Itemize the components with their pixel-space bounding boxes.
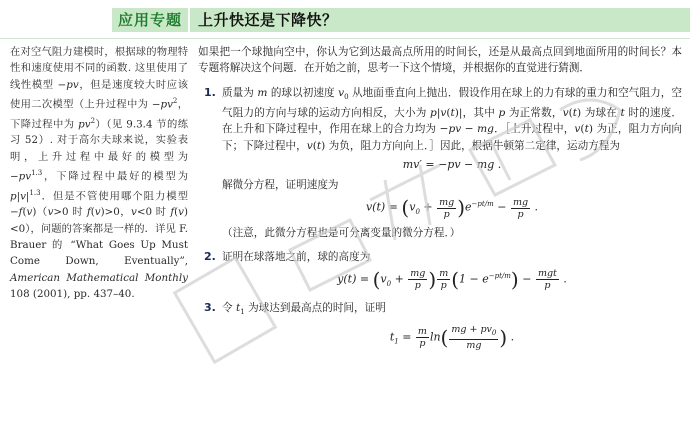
item-number: 1. [204,85,216,99]
note-text: （注意，此微分方程也是可分离变量的微分方程．） [222,226,461,239]
sidebar-text: ），问题的答案都是一样的．详见 F. Brauer 的 “What Goes Up Must Come Down, Eventually”, [10,222,188,268]
text: 为球达到最高点的时间，证明 [244,302,386,315]
text: ，其中 [462,107,499,119]
item-number: 3. [204,301,216,315]
section-label: 应用专题 [118,11,183,29]
text: 为负，阻力方向向上．］因此，根据牛顿第二定律，运动方程为 [325,139,620,152]
sidebar-text: ，下降过程中为 [10,98,189,131]
problem-text: 证明在球落地之前，球的高度为 [222,250,371,263]
sidebar-text: ，但是速度较大时应该使用二次模型（上升过程中为 − [10,78,188,111]
citation: 108 (2001), pp. 437–40. [10,287,135,300]
sidebar-text: 在对空气阻力建模时，根据球的物理特性和速度使用不同的函数. 这里使用了线性模型 − [10,46,188,91]
text: ．［上升过程中， [493,123,575,136]
text: 为正常数， [505,107,563,119]
text: 为球在 [581,107,621,119]
main-content [198,44,682,354]
intro-paragraph: 如果把一个球抛向空中，你认为它到达最高点所用的时间长，还是从最高点回到地面所用的时间长？本专题将解决这个问题．在开始之前，思考一下这个情境，并根据你的直觉进行猜测． [198,46,682,75]
problem-text: 令 $t_1$ 为球达到最高点的时间，证明 [222,302,386,317]
problem-item-1 [198,85,682,241]
sidebar-text: （ [36,206,48,219]
problem-subtext: 解微分方程，证明速度为 [222,179,339,192]
text: 从地面垂直向上抛出．假设作用在球上的力有球的重力和空气阻力，空气阻力的方向与球的运动方向相反，大小为 [222,86,682,119]
problem-item-3 [198,300,682,350]
page-header [0,0,690,38]
equation-motion: mv′ = −pv − mg . [402,157,502,171]
journal-name: American Mathematical Monthly [10,271,188,284]
header-rule [0,38,690,39]
sidebar-text: ，下降过程中最好的模型为 [42,170,188,183]
problem-item-2 [198,249,682,292]
text: 为正，阻力方向向下；下降过程中， [222,123,682,152]
header-divider [188,8,190,32]
text: 的球以初速度 [267,86,339,99]
sidebar-text: 时 [155,206,171,219]
text: 质量为 [222,86,258,99]
sidebar-paragraph: 在对空气阻力建模时，根据球的物理特性和速度使用不同的函数. 这里使用了线性模型 −pv，但是速度较大时应该使用二次模型（上升过程中为 $-pv^2$，下降过程中为 $pv^2$）（见 9.3.4 节的练习 52）. 对于高尔夫球来说，实验表明，上升过程中最好的模型为 $-pv^{1.3}$，下降过程中最好的模型为 $p|v|^{1.3}$．但是不管使用哪个阻力模型 −f(v)（v>0 时 f(v)>0，v<0 时 f(v)<0），问题的答案都是一样的．详见 F. Brauer 的 “What Goes Up Must Come Down, Eventually”, American Mathematical Monthly 108 (2001), pp. 437–40. [10,46,189,300]
text: 令 [222,302,236,315]
sidebar-text: ）（见 9.3.4 节的练习 52）. 对于高尔夫球来说，实验表明，上升过程中最好的模型为 − [10,118,188,183]
equation-velocity: $v(t) = (v_0$ + $\frac{mg}{p}$ )$e^{-pt/m}$ − $\frac{mg}{p}$ . [365,196,539,221]
text: 时的速度．在上升和下降过程中，作用在球上的合力均为 − [222,107,682,136]
item-number: 2. [204,249,216,263]
page-title: 上升快还是下降快？ [198,11,338,29]
problem-text: 质量为 m 的球以初速度 $v_0$ 从地面垂直向上抛出．假设作用在球上的力有球的重力和空气阻力，空气阻力的方向与球的运动方向相反，大小为 p|v(t)|，其中 p 为正常数，v(t) 为球在 t 时的速度．在上升和下降过程中，作用在球上的合力均为 −pv − mg．［上升过程中，v(t) 为正，阻力方向向下；下降过程中，v(t) 为负，阻力方向向上．］因此，根据牛顿第二定律，运动方程为 [222,86,682,152]
equation-time: $t_1$ = $\frac{m}{p}$ ln( $\frac{mg + pv_0}{mg}$ ) . [389,323,515,351]
sidebar-text: 时 [72,206,87,219]
sidebar-text: ．但是不管使用哪个阻力模型 − [10,190,188,219]
equation-height: $y(t) = (v_0$ + $\frac{mg}{p}$ ) $\frac{m}{p}$ $(1 - e^{-pt/m})$ − $\frac{\text{mgt}}{p}$ . [337,267,567,292]
sidebar-note [10,44,188,302]
